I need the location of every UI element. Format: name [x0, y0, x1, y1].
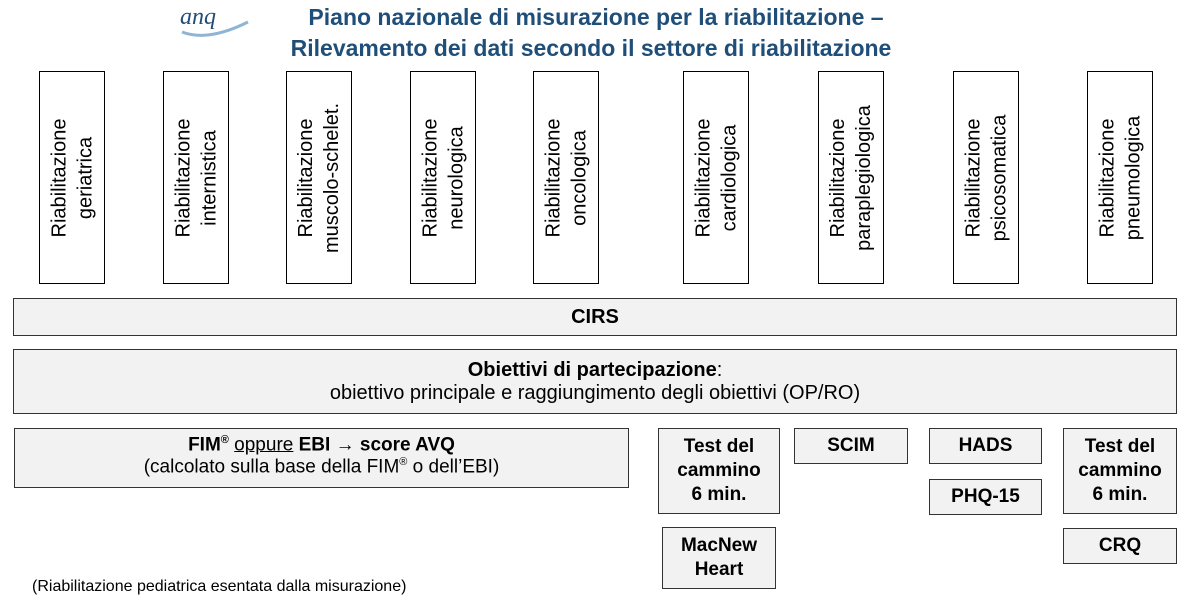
fim-calc-line	[144, 456, 500, 478]
macnew-line2: Heart	[694, 559, 744, 580]
sector-internistica	[163, 71, 229, 284]
test-line2: cammino	[1078, 460, 1162, 481]
cirs-box	[13, 298, 1177, 336]
crq-label: CRQ	[1098, 535, 1142, 556]
sector-label-line2: cardiologica	[718, 124, 740, 231]
sector-paraplegiologica	[818, 71, 884, 284]
phq15-box	[929, 479, 1042, 515]
obiettivi-title-line	[468, 359, 723, 382]
sector-geriatrica	[39, 71, 105, 284]
obiettivi-box	[13, 349, 1177, 414]
sector-label-line2: paraplegiologica	[853, 104, 876, 251]
sector-label-line2: pneumologica	[1122, 115, 1144, 240]
fim-calc-b: o dell’EBI)	[407, 456, 500, 478]
sector-muscolo-scheletrica	[286, 71, 352, 284]
cardio-test-cammino-box	[658, 428, 780, 514]
hads-label: HADS	[958, 435, 1013, 456]
sector-label-line2: internistica	[198, 129, 220, 226]
test-line1: Test del	[1084, 436, 1156, 457]
sector-cardiologica	[683, 71, 749, 284]
phq15-label: PHQ-15	[951, 486, 1020, 507]
hads-box	[929, 428, 1042, 464]
score-avq-label: → score AVQ	[335, 434, 455, 456]
macnew-heart-box	[662, 527, 776, 589]
sector-label-line1: Riabilitazione	[542, 118, 564, 237]
fim-reg-mark: ®	[220, 434, 229, 446]
test-line3: 6 min.	[1092, 484, 1148, 505]
sector-label-line1: Riabilitazione	[962, 118, 984, 237]
sector-label-line2: psicosomatica	[988, 114, 1010, 241]
macnew-line1: MacNew	[680, 535, 758, 556]
logo-text: anq	[180, 4, 216, 30]
sector-label-line1: Riabilitazione	[48, 118, 70, 237]
sector-pneumologica	[1087, 71, 1153, 284]
page-title-line1: Piano nazionale di misurazione per la riabilitazione –	[308, 4, 884, 30]
sector-label-line1: Riabilitazione	[295, 118, 317, 237]
fim-label: FIM	[188, 434, 221, 456]
sector-psicosomatica	[953, 71, 1019, 284]
fim-ebi-line	[188, 434, 455, 456]
sector-label-line1: Riabilitazione	[419, 118, 441, 237]
sector-label-line1: Riabilitazione	[172, 118, 194, 237]
sector-oncologica	[533, 71, 599, 284]
test-line1: Test del	[683, 436, 755, 457]
obiettivi-title: Obiettivi di partecipazione	[467, 358, 717, 381]
page-title-line2: Rilevamento dei dati secondo il settore di riabilitazione	[290, 35, 892, 61]
ebi-label: EBI	[298, 434, 331, 456]
obiettivi-subtitle: obiettivo principale e raggiungimento degli obiettivi (OP/RO)	[329, 381, 861, 404]
scim-label: SCIM	[827, 435, 875, 456]
fim-ebi-box	[14, 428, 629, 488]
sector-label-line1: Riabilitazione	[1096, 118, 1118, 237]
cirs-label: CIRS	[571, 305, 619, 328]
scim-box	[794, 428, 908, 464]
fim-calc-reg: ®	[399, 456, 408, 469]
fim-calc-a: (calcolato sulla base della FIM	[143, 456, 400, 478]
sector-label-line1: Riabilitazione	[827, 118, 850, 237]
test-line3: 6 min.	[691, 484, 747, 505]
sector-label-line2: oncologica	[568, 129, 590, 226]
sector-label-line2: muscolo-schelet.	[321, 102, 343, 253]
oppure-label: oppure	[234, 434, 294, 456]
sector-label-line1: Riabilitazione	[692, 118, 714, 237]
sector-label-line2: neurologica	[445, 125, 467, 230]
sector-label-line2: geriatrica	[74, 136, 96, 219]
test-line2: cammino	[677, 460, 761, 481]
footnote: (Riabilitazione pediatrica esentata dalla misurazione)	[32, 578, 407, 595]
sector-neurologica	[410, 71, 476, 284]
pneumo-test-cammino-box	[1063, 428, 1177, 514]
crq-box	[1063, 528, 1177, 564]
obiettivi-colon: :	[716, 358, 723, 381]
